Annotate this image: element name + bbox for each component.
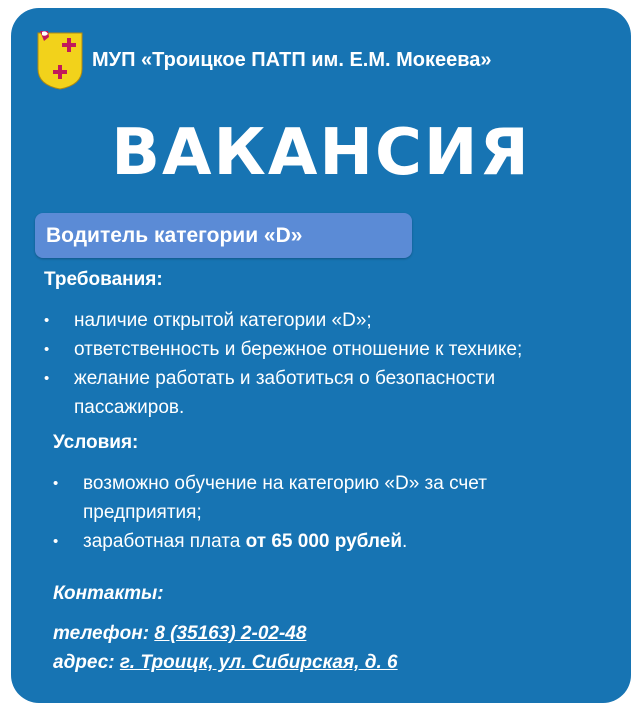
organization-name: МУП «Троицкое ПАТП им. Е.М. Мокеева» [92,49,492,71]
bullet-icon: • [53,533,59,550]
position-banner [35,213,412,258]
bullet-icon: • [53,475,59,492]
address-link[interactable]: г. Троицк, ул. Сибирская, д. 6 [119,652,398,673]
requirements-title: Требования: [44,269,163,290]
list-item: • желание работать и заботиться о безопасности пассажиров. [44,364,594,422]
bullet-icon: • [44,370,50,387]
bullet-icon: • [44,312,50,329]
list-item: • наличие открытой категории «D»; [44,306,624,335]
conditions-list [53,469,613,556]
headline: ВАКАНСИЯ [111,116,531,190]
coat-of-arms-icon [36,29,84,91]
contacts-title: Контакты: [53,583,164,604]
conditions-title: Условия: [53,432,139,453]
phone-link[interactable]: 8 (35163) 2-02-48 [154,623,307,644]
position-title: Водитель категории «D» [46,224,303,247]
phone-line [53,623,306,645]
vacancy-card [11,8,631,703]
bullet-icon: • [44,341,50,358]
list-item: • возможно обучение на категорию «D» за счет предприятия; [53,469,573,527]
list-item: • ответственность и бережное отношение к технике; [44,335,624,364]
address-label: адрес: [53,652,120,673]
requirements-list [44,306,624,422]
list-item: • заработная плата от 65 000 рублей. [53,527,613,556]
salary-value: от 65 000 рублей [245,531,403,552]
address-line [53,652,398,674]
phone-label: телефон: [53,623,155,644]
